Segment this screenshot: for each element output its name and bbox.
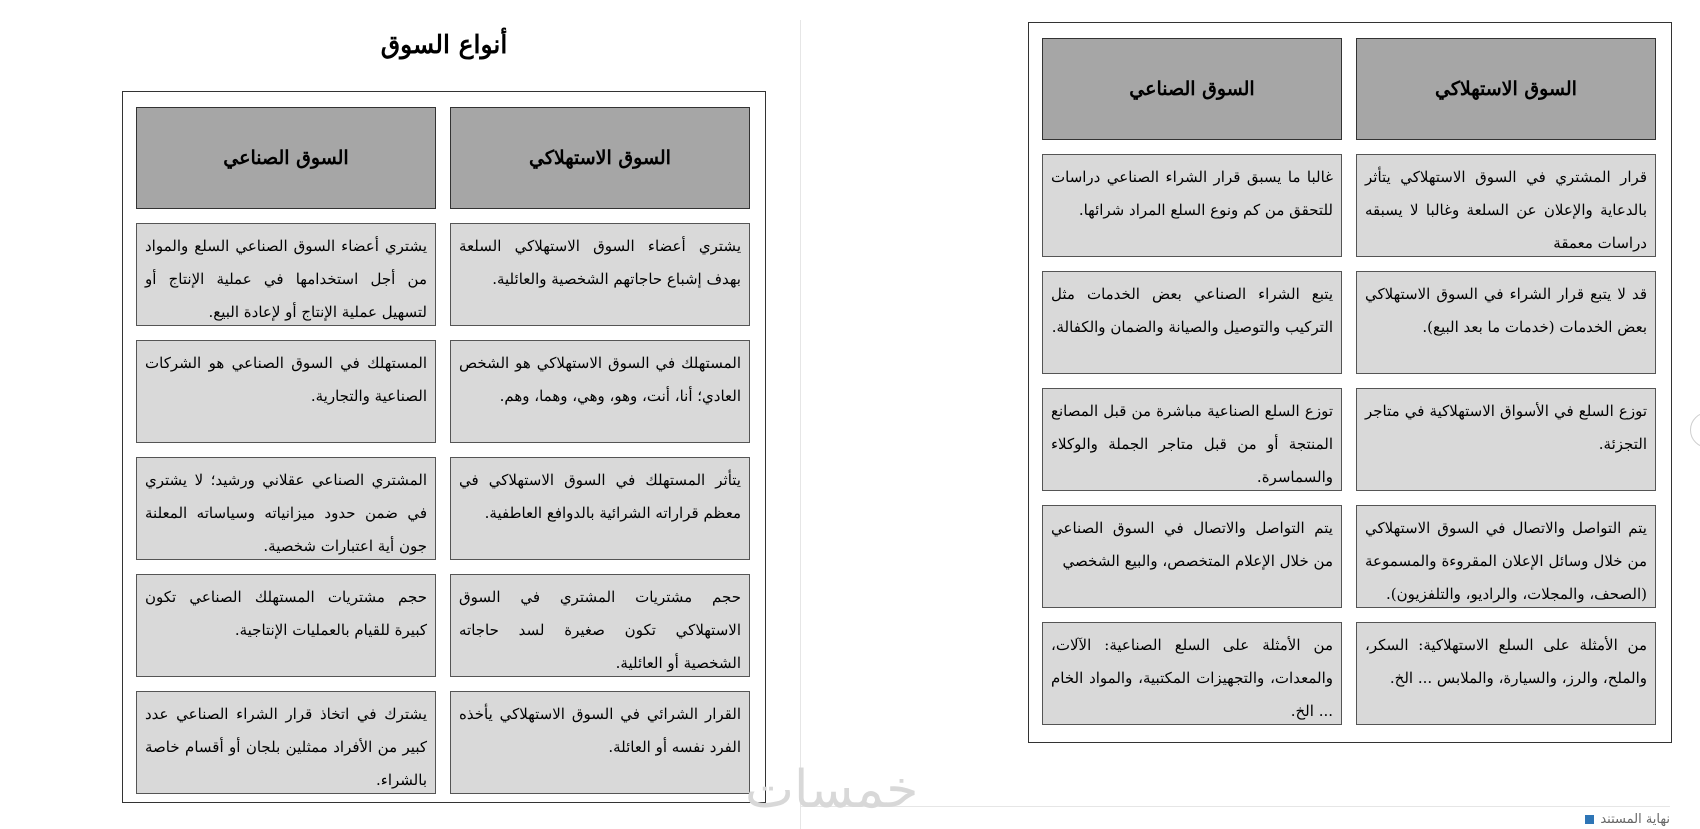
header-consumer-market: السوق الاستهلاكي [450, 107, 750, 209]
table-cell-consumer: حجم مشتريات المشتري في السوق الاستهلاكي تكون صغيرة لسد حاجاته الشخصية أو العائلية. [450, 574, 750, 677]
table-cell-industrial: المستهلك في السوق الصناعي هو الشركات الصناعية والتجارية. [136, 340, 436, 443]
square-marker-icon [1585, 815, 1594, 824]
table-cell-industrial: يتم التواصل والاتصال في السوق الصناعي من خلال الإعلام المتخصص، والبيع الشخصي [1042, 505, 1342, 608]
table-cell-industrial: يتبع الشراء الصناعي بعض الخدمات مثل التركيب والتوصيل والصيانة والضمان والكفالة. [1042, 271, 1342, 374]
scroll-handle-icon[interactable] [1690, 412, 1700, 448]
header-industrial-market: السوق الصناعي [1042, 38, 1342, 140]
table-cell-industrial: حجم مشتريات المستهلك الصناعي تكون كبيرة للقيام بالعمليات الإنتاجية. [136, 574, 436, 677]
table-cell-industrial: من الأمثلة على السلع الصناعية: الآلات، والمعدات، والتجهيزات المكتبية، والمواد الخام ... الخ. [1042, 622, 1342, 725]
page-gap-divider [800, 20, 801, 829]
table-cell-consumer: يتم التواصل والاتصال في السوق الاستهلاكي من خلال وسائل الإعلان المقروءة والمسموعة (الصحف، والمجلات، والراديو، والتلفزيون). [1356, 505, 1656, 608]
table-cell-consumer: من الأمثلة على السلع الاستهلاكية: السكر، والملح، والرز، والسيارة، والملابس ... الخ. [1356, 622, 1656, 725]
table-cell-industrial: يشترك في اتخاذ قرار الشراء الصناعي عدد كبير من الأفراد ممثلين بلجان أو أقسام خاصة بالشراء. [136, 691, 436, 794]
watermark-logo: خمسات [745, 760, 919, 820]
header-industrial-market: السوق الصناعي [136, 107, 436, 209]
header-consumer-market: السوق الاستهلاكي [1356, 38, 1656, 140]
left-comparison-table [122, 91, 766, 803]
table-cell-consumer: توزع السلع في الأسواق الاستهلاكية في متاجر التجزئة. [1356, 388, 1656, 491]
table-cell-consumer: يشتري أعضاء السوق الاستهلاكي السلعة بهدف إشباع حاجاتهم الشخصية والعائلية. [450, 223, 750, 326]
table-cell-industrial: يشتري أعضاء السوق الصناعي السلع والمواد من أجل استخدامها في عملية الإنتاج أو لتسهيل عملية الإنتاج أو لإعادة البيع. [136, 223, 436, 326]
table-cell-industrial: غالبا ما يسبق قرار الشراء الصناعي دراسات للتحقق من كم ونوع السلع المراد شرائها. [1042, 154, 1342, 257]
table-cell-industrial: توزع السلع الصناعية مباشرة من قبل المصانع المنتجة أو من قبل متاجر الجملة والوكلاء والسماسرة. [1042, 388, 1342, 491]
table-cell-consumer: قد لا يتبع قرار الشراء في السوق الاستهلاكي بعض الخدمات (خدمات ما بعد البيع). [1356, 271, 1656, 374]
table-cell-consumer: قرار المشتري في السوق الاستهلاكي يتأثر بالدعاية والإعلان عن السلعة وغالبا لا يسبقه دراسات معمقة [1356, 154, 1656, 257]
table-cell-consumer: المستهلك في السوق الاستهلاكي هو الشخص العادي؛ أنا، أنت، وهو، وهي، وهما، وهم. [450, 340, 750, 443]
page-title: أنواع السوق [380, 30, 508, 59]
right-comparison-table [1028, 22, 1672, 743]
footer-end-of-document [1585, 812, 1670, 827]
footer-label: نهاية المستند [1600, 812, 1670, 827]
page-bottom-divider [800, 806, 1670, 807]
table-cell-consumer: يتأثر المستهلك في السوق الاستهلاكي في معظم قراراته الشرائية بالدوافع العاطفية. [450, 457, 750, 560]
table-cell-consumer: القرار الشرائي في السوق الاستهلاكي يأخذه الفرد نفسه أو العائلة. [450, 691, 750, 794]
table-cell-industrial: المشتري الصناعي عقلاني ورشيد؛ لا يشتري في ضمن حدود ميزانياته وسياساته المعلنة جون أية اعتبارات شخصية. [136, 457, 436, 560]
